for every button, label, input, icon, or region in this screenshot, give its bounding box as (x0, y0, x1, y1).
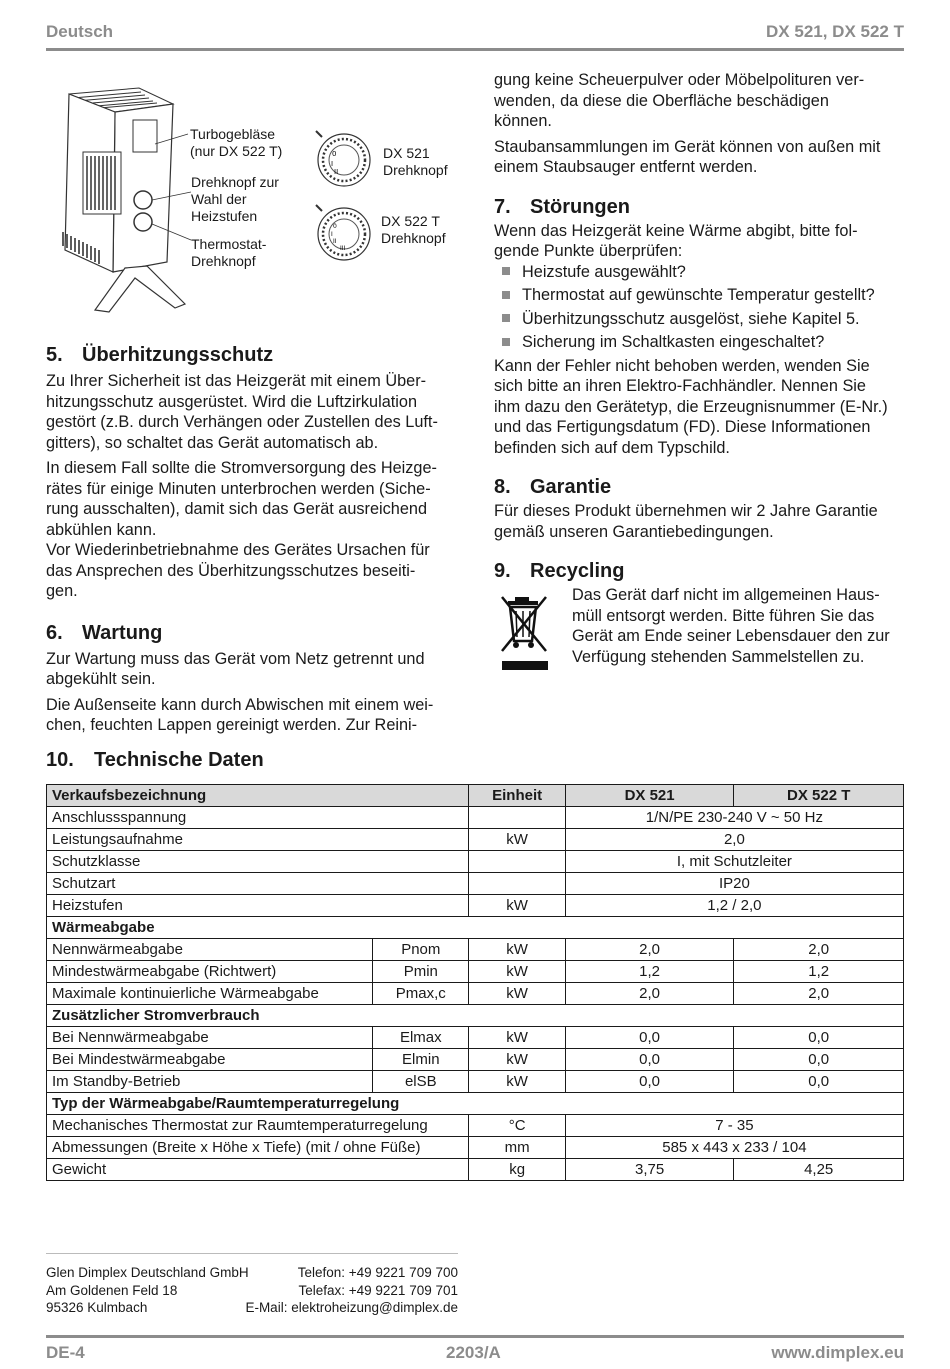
section-7-bullet: Sicherung im Schaltkasten eingeschaltet? (494, 332, 906, 353)
table-cell: 0,0 (734, 1027, 904, 1049)
table-cell: 1/N/PE 230-240 V ~ 50 Hz (565, 807, 903, 829)
section-8-para: Für dieses Produkt übernehmen wir 2 Jahre Garantie gemäß unseren Garantiebedingungen. (494, 502, 878, 541)
table-cell: kW (469, 983, 565, 1005)
table-cell: 0,0 (734, 1049, 904, 1071)
table-cell (469, 873, 565, 895)
table-cell: 0,0 (565, 1071, 734, 1093)
table-row (47, 807, 904, 829)
table-cell: °C (469, 1115, 565, 1137)
table-row (47, 1115, 904, 1137)
section-7-bullet: Thermostat auf gewünschte Temperatur gestellt? (494, 285, 906, 306)
table-cell: Nennwärmeabgabe (47, 939, 373, 961)
section-5-para-3: Vor Wiederinbetriebnahme des Gerätes Ursachen für das Ansprechen des Überhitzungsschutzes beseiti- gen. (46, 541, 430, 600)
table-cell: Zusätzlicher Stromverbrauch (47, 1005, 904, 1027)
section-7-outro: Kann der Fehler nicht behoben werden, wenden Sie sich bitte an ihren Elektro-Fachhändler. Nennen Sie ihm dazu den Gerätetyp, die Erzeugnisnummer (E-Nr.) und das Fertigungsdatum (FD). Diese Informationen befinden sich auf dem Typschild. (494, 356, 888, 457)
table-cell: Maximale kontinuierliche Wärmeabgabe (47, 983, 373, 1005)
email[interactable]: E-Mail: elektroheizung@dimplex.de (245, 1300, 458, 1315)
company-name: Glen Dimplex Deutschland GmbH (46, 1265, 249, 1280)
table-row (47, 939, 904, 961)
table-row (47, 961, 904, 983)
weee-bin-icon (498, 591, 554, 675)
table-row (47, 1137, 904, 1159)
table-cell: Typ der Wärmeabgabe/Raumtemperaturregelung (47, 1093, 904, 1115)
table-cell: Leistungsaufnahme (47, 829, 469, 851)
section-7-heading: 7. Störungen (494, 195, 630, 218)
label-dx521: DX 521 Drehknopf (383, 145, 448, 178)
svg-text:I: I (331, 160, 334, 168)
table-cell: Pmax,c (373, 983, 469, 1005)
table-row (47, 851, 904, 873)
table-cell: Mechanisches Thermostat zur Raumtemperaturregelung (47, 1115, 469, 1137)
table-cell: 7 - 35 (565, 1115, 903, 1137)
table-cell: kW (469, 1071, 565, 1093)
table-row (47, 873, 904, 895)
label-turbo: Turbogebläse (nur DX 522 T) (190, 126, 283, 159)
page-footer (46, 1335, 904, 1362)
table-cell: 2,0 (565, 829, 903, 851)
page-number: DE-4 (46, 1343, 85, 1362)
table-row (47, 1159, 904, 1181)
svg-text:0: 0 (333, 223, 337, 230)
phone: Telefon: +49 9221 709 700 (297, 1265, 458, 1280)
table-cell: kW (469, 961, 565, 983)
section-5-para-2: In diesem Fall sollte die Stromversorgung des Heizge- rätes für einige Minuten unterbrochen werden (Siche- rung ausschalten), damit sich das Gerät ausreichend abkühlen kann. (46, 459, 437, 539)
website-link[interactable]: www.dimplex.eu (771, 1343, 904, 1362)
table-header-row (47, 785, 904, 807)
table-cell: 2,0 (565, 983, 734, 1005)
table-cell: kg (469, 1159, 565, 1181)
table-cell: IP20 (565, 873, 903, 895)
table-row (47, 829, 904, 851)
header-cell: Einheit (469, 785, 565, 807)
section-6-para-2: Die Außenseite kann durch Abwischen mit einem wei- chen, feuchten Lappen gereinigt werden. Zur Reini- (46, 695, 434, 734)
label-dx522: DX 522 T Drehknopf (381, 213, 446, 246)
table-cell: 0,0 (565, 1049, 734, 1071)
table-cell: 4,25 (734, 1159, 904, 1181)
table-cell: Anschlussspannung (47, 807, 469, 829)
section-7-bullet: Überhitzungsschutz ausgelöst, siehe Kapitel 5. (494, 309, 906, 330)
table-cell: 1,2 / 2,0 (565, 895, 903, 917)
table-cell: 1,2 (734, 961, 904, 983)
table-cell: Pmin (373, 961, 469, 983)
table-cell: Abmessungen (Breite x Höhe x Tiefe) (mit / ohne Füße) (47, 1137, 469, 1159)
table-cell: Schutzart (47, 873, 469, 895)
table-cell (469, 807, 565, 829)
section-9-heading: 9. Recycling (494, 560, 625, 582)
section-10-heading: 10. Technische Daten (46, 749, 264, 771)
table-cell: kW (469, 829, 565, 851)
city: 95326 Kulmbach (46, 1300, 148, 1315)
table-cell: Bei Mindestwärmeabgabe (47, 1049, 373, 1071)
page-header (46, 20, 904, 51)
section-6-heading: 6. Wartung (46, 621, 163, 644)
table-cell: Im Standby-Betrieb (47, 1071, 373, 1093)
section-10 (46, 748, 646, 772)
table-cell: 0,0 (734, 1071, 904, 1093)
svg-text:II: II (333, 238, 337, 245)
table-row (47, 983, 904, 1005)
svg-text:III: III (340, 245, 346, 252)
table-cell: 3,75 (565, 1159, 734, 1181)
section-9-para: Das Gerät darf nicht im allgemeinen Haus- müll entsorgt werden. Bitte führen Sie das Gerät am Ende seiner Lebensdauer den zur Verfügung stehenden Sammelstellen zu. (572, 586, 890, 666)
table-cell: 585 x 443 x 233 / 104 (565, 1137, 903, 1159)
label-knob-level: Drehknopf zur Wahl der Heizstufen (191, 174, 279, 224)
section-8-heading: 8. Garantie (494, 476, 612, 498)
section-7-intro: Wenn das Heizgerät keine Wärme abgibt, bitte fol- gende Punkte überprüfen: (494, 221, 858, 260)
svg-text:II: II (334, 168, 339, 176)
recycling-block (494, 585, 906, 669)
table-cell: I, mit Schutzleiter (565, 851, 903, 873)
table-row (47, 1027, 904, 1049)
table-cell: 2,0 (734, 939, 904, 961)
table-row (47, 1071, 904, 1093)
table-cell: 0,0 (565, 1027, 734, 1049)
table-cell: kW (469, 895, 565, 917)
svg-text:0: 0 (332, 150, 337, 158)
svg-text:I: I (331, 231, 333, 238)
table-cell: Gewicht (47, 1159, 469, 1181)
table-cell: mm (469, 1137, 565, 1159)
table-cell: Elmin (373, 1049, 469, 1071)
header-language: Deutsch (46, 22, 114, 41)
table-cell: Schutzklasse (47, 851, 469, 873)
table-cell: Wärmeabgabe (47, 917, 904, 939)
table-subheader-row (47, 1093, 904, 1115)
section-7-bullet: Heizstufe ausgewählt? (494, 262, 906, 283)
fax: Telefax: +49 9221 709 701 (298, 1282, 458, 1298)
table-cell: Mindestwärmeabgabe (Richtwert) (47, 961, 373, 983)
table-row (47, 895, 904, 917)
section-6-para-3: gung keine Scheuerpulver oder Möbelpolituren ver- wenden, da diese die Oberfläche beschädigen können. (494, 71, 865, 130)
table-cell: Pnom (373, 939, 469, 961)
table-row (47, 1049, 904, 1071)
header-cell: DX 522 T (734, 785, 904, 807)
table-cell: Elmax (373, 1027, 469, 1049)
table-cell: Bei Nennwärmeabgabe (47, 1027, 373, 1049)
table-cell: 1,2 (565, 961, 734, 983)
section-5-heading: 5. Überhitzungsschutz (46, 344, 274, 366)
table-cell (469, 851, 565, 873)
table-subheader-row (47, 917, 904, 939)
table-cell: 2,0 (565, 939, 734, 961)
technical-data-table (46, 784, 904, 1181)
table-cell: 2,0 (734, 983, 904, 1005)
header-cell: Verkaufsbezeichnung (47, 785, 469, 807)
table-cell: elSB (373, 1071, 469, 1093)
section-5-para-1: Zu Ihrer Sicherheit ist das Heizgerät mit einem Über- hitzungsschutz ausgerüstet. Wird die Luftzirkulation gestört (z.B. durch Verhängen oder Zustellen des Luft- gitters), so schaltet das Gerät automatisch ab. (46, 372, 438, 452)
header-models: DX 521, DX 522 T (766, 22, 904, 41)
table-cell: Heizstufen (47, 895, 469, 917)
knob-dx521-icon (312, 128, 378, 188)
table-cell: kW (469, 1049, 565, 1071)
table-subheader-row (47, 1005, 904, 1027)
contact-footer (46, 1253, 458, 1317)
label-thermostat: Thermostat- Drehknopf (191, 236, 267, 269)
section-6-para-1: Zur Wartung muss das Gerät vom Netz getrennt und abgekühlt sein. (46, 649, 425, 688)
doc-version: 2203/A (446, 1343, 501, 1362)
knob-dx522-icon (312, 196, 378, 266)
right-column (494, 70, 906, 669)
street: Am Goldenen Feld 18 (46, 1282, 178, 1298)
header-cell: DX 521 (565, 785, 734, 807)
section-6-para-4: Staubansammlungen im Gerät können von außen mit einem Staubsauger entfernt werden. (494, 137, 881, 176)
left-column (46, 343, 458, 741)
table-cell: kW (469, 1027, 565, 1049)
table-cell: kW (469, 939, 565, 961)
